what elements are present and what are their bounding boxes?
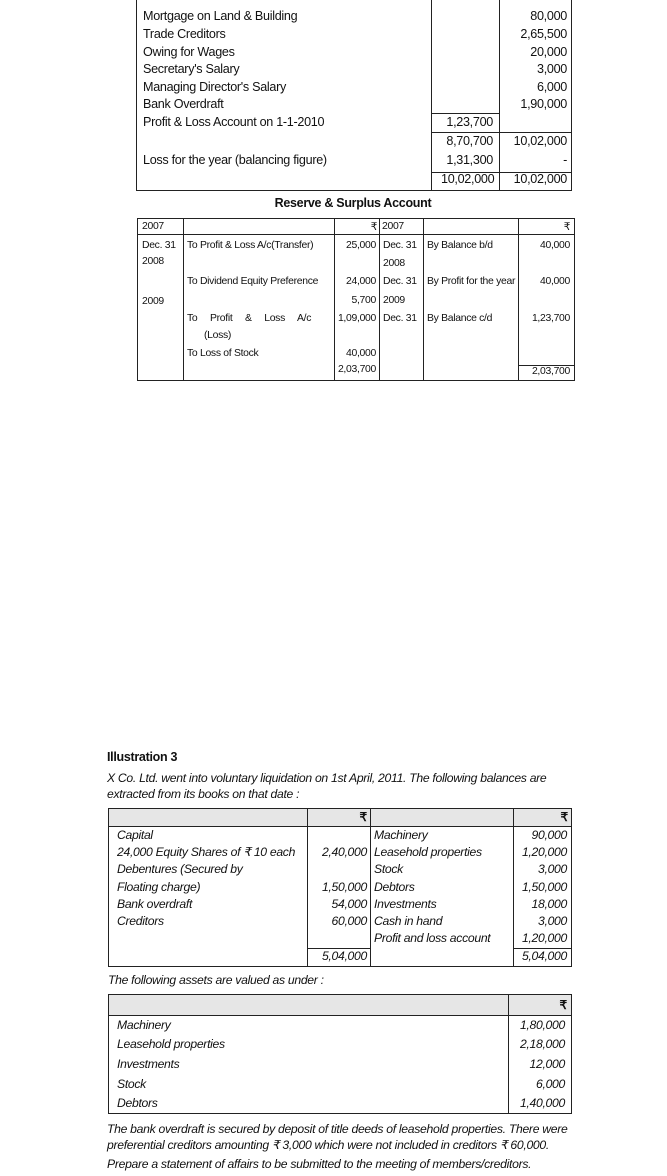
valued-assets-label: The following assets are valued as under : [108,973,324,987]
balance-label: Bank overdraft [117,897,193,911]
balance-label: Creditors [117,914,164,928]
amount: 3,000 [538,914,567,928]
table-row [137,0,571,1]
row-label: Mortgage on Land & Building [143,9,298,23]
balance-label: Debentures (Secured by [117,862,243,876]
amount: 90,000 [531,828,567,842]
date: 2008 [383,258,405,269]
asset-value: 6,000 [536,1077,565,1091]
balances-table [108,808,572,967]
table-row [137,9,571,27]
asset-label: Investments [117,1057,180,1071]
amount: 3,000 [538,862,567,876]
amount: 54,000 [331,897,367,911]
row-label: Bank Overdraft [143,97,224,111]
balance-label: Stock [374,862,403,876]
row-label: Secretary's Salary [143,62,240,76]
date: 2008 [142,256,164,267]
rupee-header: ₹ [560,810,568,824]
row-amount: 6,000 [536,80,567,94]
row-total: 10,02,000 [441,172,495,186]
amount: 40,000 [346,348,376,359]
table-row [137,153,571,171]
rupee-header: ₹ [370,222,377,233]
table-row [137,45,571,63]
table-row [137,62,571,80]
date: 2009 [383,295,405,306]
asset-value: 1,40,000 [519,1096,565,1110]
date: Dec. 31 [142,240,176,251]
table-row [137,97,571,115]
table-row [137,115,571,133]
row-amount: 1,31,300 [446,153,493,167]
row-label: Loss for the year (balancing figure) [143,153,327,167]
particular: By Balance c/d [427,313,493,324]
table-row [137,172,571,190]
amount: 24,000 [346,276,376,287]
asset-label: Stock [117,1077,146,1091]
total: 2,03,700 [531,366,570,377]
particular: To Dividend Equity Preference [187,276,319,287]
date: Dec. 31 [383,276,417,287]
asset-label: Machinery [117,1018,171,1032]
amount: 40,000 [540,276,570,287]
row-label: Owing for Wages [143,45,235,59]
balance-label: Machinery [374,828,428,842]
amount: 1,20,000 [521,845,567,859]
table-row [137,27,571,45]
amount: 1,50,000 [321,880,367,894]
row-amount: 80,000 [530,9,567,23]
amount: 1,23,700 [531,313,570,324]
particular: By Balance b/d [427,240,493,251]
date: 2009 [142,296,164,307]
row-amount: 10,02,000 [513,134,567,148]
rupee-header: ₹ [559,998,567,1012]
prepare-instruction: Prepare a statement of affairs to be submitted to the meeting of members/creditors. [107,1157,532,1171]
balance-label: Cash in hand [374,914,443,928]
reserve-account-title: Reserve & Surplus Account [274,196,432,210]
row-total: 10,02,000 [513,172,567,186]
asset-value: 12,000 [529,1057,565,1071]
particular: To Loss of Stock [187,348,259,359]
row-label: Profit & Loss Account on 1-1-2010 [143,115,325,129]
total: 2,03,700 [337,364,376,375]
asset-value: 2,18,000 [519,1037,565,1051]
particular: By Profit for the year [427,276,516,287]
amount: 40,000 [540,240,570,251]
year-header: 2007 [142,221,164,232]
year-header: 2007 [382,221,404,232]
balance-label: Leasehold properties [374,845,482,859]
illustration-text: X Co. Ltd. went into voluntary liquidation on 1st April, 2011. The following balances are extracted from its books on that date : [107,771,547,801]
statement-of-affairs-table [136,0,572,191]
total: 5,04,000 [521,949,567,963]
balance-label: Profit and loss account [374,931,491,945]
particular: To Profit & Loss A/c(Transfer) [187,240,314,251]
row-amount: 1,23,700 [446,115,493,129]
amount: 2,40,000 [321,845,367,859]
date: Dec. 31 [383,313,417,324]
illustration-title: Illustration 3 [107,750,178,764]
balance-label: Floating charge) [117,880,201,894]
row-amount: 20,000 [530,45,567,59]
amount: 18,000 [531,897,567,911]
date: Dec. 31 [383,240,417,251]
amount: 1,09,000 [337,313,376,324]
amount: 1,20,000 [521,931,567,945]
amount: 60,000 [331,914,367,928]
amount: 5,700 [351,295,376,306]
asset-label: Debtors [117,1096,158,1110]
row-amount: 1,90,000 [520,97,567,111]
balance-label: 24,000 Equity Shares of ₹ 10 each [117,845,296,859]
amount: 1,50,000 [521,880,567,894]
row-amount: 3,000 [536,62,567,76]
balance-label: Investments [374,897,437,911]
row-amount: - [563,153,567,167]
table-row [137,134,571,152]
particular: (Loss) [204,330,232,341]
asset-label: Leasehold properties [117,1037,225,1051]
row-amount: 2,65,500 [520,27,567,41]
reserve-surplus-table [137,218,575,381]
rupee-header: ₹ [563,222,570,233]
particular: To Profit & Loss A/c [187,313,312,324]
bank-overdraft-note: The bank overdraft is secured by deposit of title deeds of leasehold properties. There were preferential creditors amounting ₹ 3,000 which were not included in creditors ₹ 60,000. [107,1122,568,1152]
table-row [137,80,571,98]
rupee-header: ₹ [359,810,367,824]
row-amount: 8,70,700 [446,134,493,148]
amount: 25,000 [346,240,376,251]
row-label: Trade Creditors [143,27,226,41]
valuation-table [108,994,572,1114]
balance-label: Capital [117,828,153,842]
total: 5,04,000 [321,949,367,963]
balance-label: Debtors [374,880,415,894]
asset-value: 1,80,000 [519,1018,565,1032]
row-label: Managing Director's Salary [143,80,286,94]
